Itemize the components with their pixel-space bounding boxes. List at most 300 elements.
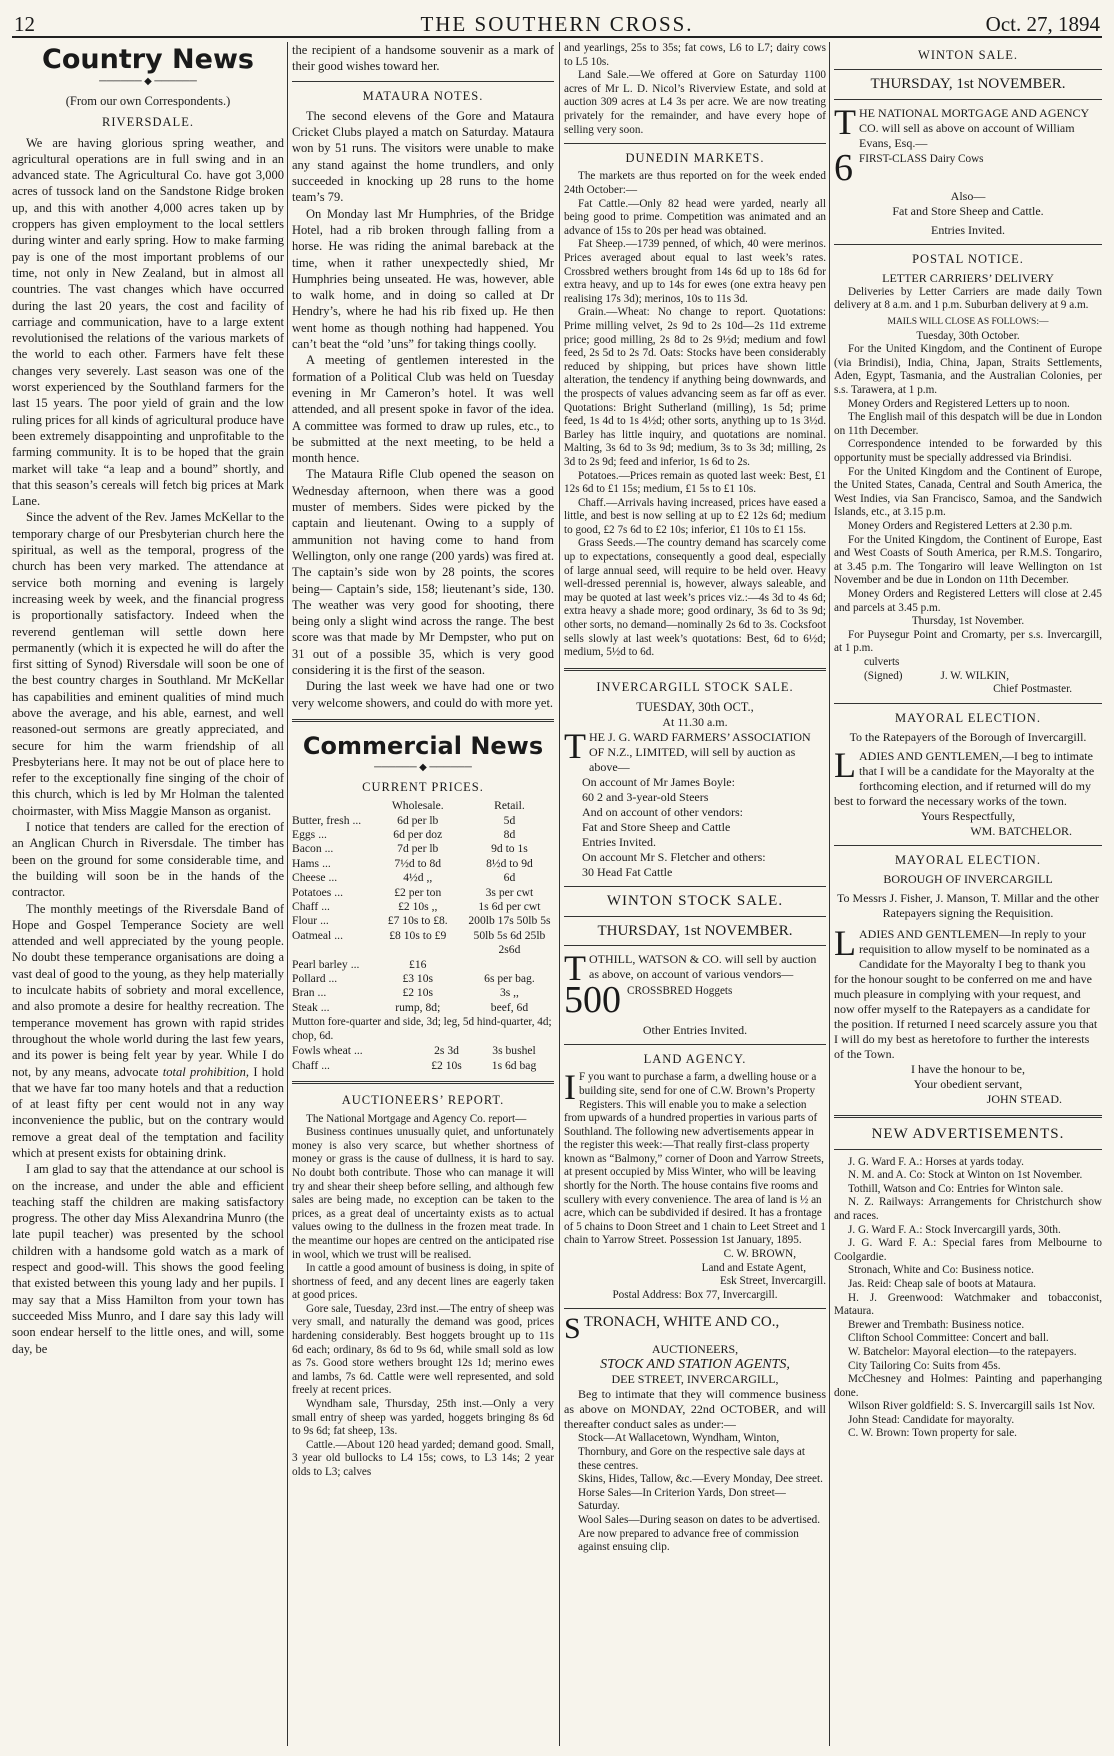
paragraph: The Mataura Rifle Club opened the season on Wednesday afternoon, when there was a good muster of members. Sides were picked by the captain and lieutenant. Owing to a supply of ammunition not having come to hand from Wellington, only one range (200 yards) was fired at. The captain’s side won by 28 points, the scores being— Captain’s side, 158; lieutenant’s side, 130. The weather was very good for shooting, there being only a slight wind across the range. The best score was that made by Mr Dempster, who put on 31 out of a possible 35, which is very good considering it is the first of the season. — [292, 467, 554, 677]
price-row — [292, 986, 554, 1000]
leader-dots: ... — [320, 1000, 330, 1014]
retail-price-text: 6s per bag. — [484, 972, 535, 986]
wholesale-price — [371, 814, 465, 828]
tothill-advert — [564, 948, 826, 1038]
text-run: The monthly meetings of the Riversdale Band of Hope and Gospel Temperance Society are well attended and well appreciated by the young people. No doubt these temperance organisations are doing a vast deal of good to the young, as they help materially to inculcate habits of sobriety and moral excellence, and also promote a desire for healthy recreation. The temperance movement has grown with rapid strides throughout the whole world during the last few years, and its power is being felt year by year. While I do not, by any means, advocate — [12, 901, 284, 1079]
section-rule — [564, 668, 826, 671]
section-rule — [834, 845, 1102, 846]
signature: C. W. BROWN, — [723, 1248, 796, 1261]
retail-price — [465, 828, 554, 842]
paragraph: Chaff.—Arrivals having increased, prices have eased a little, and best is now selling at up to £2 12s 6d; medium to good, £2 7s 6d to £2 10s; inferior, £1 10s to £1 15s. — [564, 496, 826, 536]
land-agency-advert — [564, 1067, 826, 1302]
paragraph: the recipient of a handsome souvenir as a mark of their good wishes toward her. — [292, 43, 554, 74]
price-row — [292, 958, 554, 972]
candidate-name: JOHN STEAD. — [986, 1092, 1062, 1107]
paragraph: Since the advent of the Rev. James McKellar to the temporary charge of our Presbyterian church here the spiritual, as well as the temporal, progress of the church has been very marked. The attendance at service both morning and evening is largely increasing week by week, and the financial progress is proportionally satisfactory. Indeed when the reverend gentleman will settle down here permanently (which it is expected he will do after the first sitting of Synod) Riversdale will soon be one of the best country charges in Southland. Mr McKellar has capabilities and eminent qualities of mind much above the average, and his able, earnest, and well reasoned-out sermons are greatly appreciated, and secure for him the warm friendship of all Presbyterians here. It may not be out of place here to refer to the exceptionally fine singing of the choir of this church, which is led by Mr Holman the talented choirmaster, with Miss Maggie Manson as organist. — [12, 510, 284, 818]
stronach-advert — [564, 1312, 826, 1554]
retail-price-text: 8d — [503, 827, 516, 841]
paragraph: For Puysegur Point and Cromarty, per s.s. Invercargill, at 1 p.m. — [834, 628, 1102, 655]
retail-price — [465, 1001, 554, 1015]
leader-dots: ... — [321, 1058, 330, 1072]
firm-role: AUCTIONEERS, — [651, 1342, 739, 1357]
new-ad-item: John Stead: Candidate for mayoralty. — [848, 1413, 1015, 1426]
price-item — [292, 1044, 419, 1058]
section-rule — [292, 81, 554, 82]
entries-note: Other Entries Invited. — [642, 1023, 748, 1038]
price-item — [292, 828, 371, 842]
retail-price-text: 6d — [503, 871, 516, 885]
wholesale-price-text: 7d per lb — [397, 842, 439, 856]
wholesale-price-text: 6d per doz — [393, 827, 443, 841]
wholesale-price — [371, 1001, 465, 1015]
riversdale-heading: RIVERSDALE. — [102, 115, 194, 130]
signed-label: (Signed) — [864, 669, 903, 682]
sale-time: At 11.30 a.m. — [662, 715, 728, 730]
paragraph: Gore sale, Tuesday, 23rd inst.—The entry of sheep was very small, and naturally the demand was good, prices hardening considerably. Best hoggets brought up to 11s 6d each; ordinary, 8s 6d to 9s 6d, while small sold as low as 7s. Good store wethers brought 12s 1d; merino ewes and lambs, 7s 6d. Cattle were well represented, and sold freely at recent prices. — [292, 1302, 554, 1397]
wholesale-price — [371, 886, 465, 900]
sales-item: Wool Sales—During season on dates to be advertised. Are now prepared to advance free of commission against ensuing clip. — [578, 1513, 821, 1554]
paragraph: For the United Kingdom, and the Continent of Europe (via Brindisi), India, China, Japan, Straits Settlements, Aden, Egypt, Tasmania, and the Australian Colonies, per s.s. Tarawera, at 1 p.m. — [834, 343, 1102, 397]
paragraph: The English mail of this despatch will be due in London on 11th December. — [834, 411, 1102, 437]
drop-cap: L — [834, 923, 856, 964]
firm-agents: STOCK AND STATION AGENTS, — [600, 1357, 790, 1373]
paragraph: A meeting of gentlemen interested in the formation of a Political Club was held on Tuesday evening in Mr Cameron’s hotel. It was well attended, and all present spoke in favor of the idea. A committee was formed to draw up rules, etc., to be submitted at the next meeting, to be held a month hence. — [292, 353, 554, 466]
advert-line: 60 2 and 3-year-old Steers — [582, 790, 709, 805]
wholesale-price-text: 6d per lb — [397, 813, 439, 827]
drop-cap: T — [564, 726, 586, 767]
prices-table — [292, 799, 554, 1015]
retail-price — [465, 857, 554, 871]
retail-price — [465, 871, 554, 885]
price-item — [292, 914, 371, 928]
wholesale-price-text: 4½d ,, — [403, 871, 433, 885]
wholesale-price-text: £2 10s — [402, 986, 434, 1000]
borough-name: BOROUGH OF INVERCARGILL — [883, 872, 1053, 887]
column-header: Retail. — [494, 799, 525, 813]
drop-cap: T — [564, 948, 586, 989]
sale-date: THURSDAY, 1st NOVEMBER. — [597, 922, 793, 939]
paragraph: The National Mortgage and Agency Co. report— — [306, 1112, 527, 1125]
commercial-news-heading: Commercial News — [302, 731, 544, 760]
winton-sale-heading: WINTON SALE. — [918, 48, 1018, 62]
page-number: 12 — [14, 12, 35, 36]
paragraph: Potatoes.—Prices remain as quoted last week: Best, £1 12s 6d to £1 15s; medium, £1 5s to £1 10s. — [564, 469, 826, 496]
retail-price — [465, 929, 554, 958]
retail-price-text: 3s per cwt — [485, 885, 534, 899]
price-row — [292, 842, 554, 856]
section-rule — [564, 916, 826, 917]
retail-price — [465, 814, 554, 828]
paragraph: I am glad to say that the attendance at our school is on the increase, and under the able and efficient teaching staff the children are making satisfactory progress. The other day Miss Alexandrina Munro (the late pupil teacher) was presented by the school children with a handsome gold watch as a mark of respect and good-will. This shows the good feeling that existed between this young lady and her pupils. I may say that a Miss Hamilton from your town has succeeded Miss Munro, and I dare say this lady will soon endear herself to the little ones, and will, some day, be — [12, 1162, 284, 1356]
paragraph — [12, 901, 284, 1162]
leader-dots: ... — [328, 871, 338, 885]
entries-note: Entries Invited. — [931, 222, 1005, 237]
current-prices-heading: CURRENT PRICES. — [362, 779, 484, 794]
retail-price-text: 5d — [503, 813, 516, 827]
stamp-text: culverts — [864, 655, 900, 668]
drop-cap: L — [834, 745, 856, 785]
retail-price — [465, 986, 554, 1000]
price-item — [292, 1059, 419, 1073]
section-rule — [834, 244, 1102, 245]
price-row — [292, 1044, 554, 1058]
lot-description: Fat and Store Sheep and Cattle. — [892, 203, 1044, 218]
paragraph: Grass Seeds.—The country demand has scarcely come up to expectations, consequently a good deal, especially of large annual seed, will require to be held over. Heavy well-dressed perennial is, however, always saleable, and may be quoted at last week’s prices viz.:—4s 3d to 4s 6d; extra heavy a shade more; good ordinary, 3s 6d to 3s 9d; other sorts, no demand—nominally 2s 6d to 3s. Cocksfoot sells slowly at last week’s quotations: Best, 6d to 6½d; medium, 5½d to 6d. — [564, 537, 826, 659]
sales-item: Horse Sales—In Criterion Yards, Don street—Saturday. — [578, 1486, 786, 1513]
retail-price-text: 1s 6d bag — [491, 1058, 537, 1072]
mails-date: Thursday, 1st November. — [911, 615, 1025, 628]
signature-title: Land and Estate Agent, — [701, 1261, 806, 1274]
sales-item: Stock—At Wallacetown, Wyndham, Winton, Thornbury, and Gore on the respective sale days at these centres. — [578, 1432, 805, 1472]
ornament-rule: ────── ◆ ────── — [99, 76, 197, 87]
new-ad-item: W. Batchelor: Mayoral election—to the ratepayers. — [848, 1345, 1077, 1358]
retail-price — [474, 1044, 554, 1058]
new-ad-item: J. G. Ward F. A.: Horses at yards today. — [848, 1155, 1024, 1168]
section-rule — [564, 1308, 826, 1309]
price-row — [292, 886, 554, 900]
retail-price — [474, 1059, 554, 1073]
dunedin-markets-heading: DUNEDIN MARKETS. — [625, 151, 765, 166]
wholesale-price — [371, 842, 465, 856]
advert-body: OTHILL, WATSON & CO. will sell by auction as above, on account of various vendors— — [589, 952, 817, 982]
firm-address: DEE STREET, INVERCARGILL, — [611, 1372, 779, 1387]
retail-price — [465, 972, 554, 986]
postal-notice — [834, 286, 1102, 697]
wholesale-price-text: £2 per ton — [394, 885, 442, 899]
new-ad-item: Clifton School Committee: Concert and ball. — [848, 1332, 1049, 1345]
price-item — [292, 1001, 371, 1015]
retail-price — [465, 886, 554, 900]
prices-table-tail — [292, 1044, 554, 1073]
mayoral-election-heading: MAYORAL ELECTION. — [895, 710, 1041, 725]
column-4 — [834, 42, 1102, 1746]
wholesale-price-text: 7½d to 8d — [394, 856, 442, 870]
section-rule — [834, 69, 1102, 70]
paragraph: Beg to intimate that they will commence business as above on MONDAY, 22nd OCTOBER, and will thereafter conduct sales as under:— — [564, 1387, 826, 1432]
new-ad-item: N. Z. Railways: Arrangements for Christchurch show and races. — [834, 1196, 1102, 1222]
closing: Your obedient servant, — [913, 1077, 1023, 1092]
column-header: Wholesale. — [391, 799, 444, 813]
price-item — [292, 972, 371, 986]
section-rule — [834, 703, 1102, 704]
new-ad-item: N. M. and A. Co: Stock at Winton on 1st November. — [848, 1169, 1083, 1182]
column-3 — [564, 42, 826, 1746]
wholesale-price — [419, 1044, 474, 1058]
advert-body: F you want to purchase a farm, a dwelling house or a building site, send for one of C.W. Brown’s Property Registers. This will enable you to make a selection from upwards of a hundred properties in various parts of Southland. The following new advertisements appear in the register this week:—That really first-class property known as “Balmony,” corner of Doon and Yarrow Streets, at present occupied by Miss Winter, who will be leaving shortly for the North. The house contains five rooms and scullery with every convenience. The area of land is ½ an acre, which can be subdivided if desired. It has a frontage of 5 chains to Doon Street and 1 chain to Leet Street and 1 chain to Yarrow Street. Possession 1st January, 1895. — [564, 1071, 826, 1247]
section-rule — [292, 719, 554, 722]
wholesale-price-text: £8 10s to £9 — [389, 928, 447, 942]
paragraph: and yearlings, 25s to 35s; fat cows, L6 to L7; dairy cows to L5 10s. — [564, 42, 826, 68]
advert-line: Entries Invited. — [582, 835, 656, 850]
paragraph: On Monday last Mr Humphries, of the Bridge Hotel, had a rib broken through falling from a horse. He was riding the animal bareback at the time, when it rather unexpectedly shied, Mr Humphries being unseated. He was, however, able to walk home, and in doing so called at Dr Hendry’s, where he had his rib fixed up. He then went home as though nothing had happened. You can’t beat the “old ’uns” for taking things coolly. — [292, 206, 554, 352]
new-ad-item: Jas. Reid: Cheap sale of boots at Mataura. — [848, 1277, 1036, 1290]
quantity: 500 — [564, 979, 621, 1022]
paragraph: During the last week we have had one or two very welcome showers, and could do with more yet. — [292, 679, 554, 710]
leader-dots: ... — [334, 928, 343, 942]
wholesale-price — [371, 958, 465, 972]
sales-list — [564, 1432, 826, 1554]
paragraph: Fat Sheep.—1739 penned, of which, 40 were merinos. Prices averaged about equal to last week’s rates. Crossbred wethers brought from 14s 6d up to 18s 6d for extra heavy, and up to 14s for ewes (one extra heavy pen realising 17s 3d); merinos, 10s to 11s 3d. — [564, 238, 826, 305]
section-rule — [834, 1115, 1102, 1118]
mutton-prices: Mutton fore-quarter and side, 3d; leg, 5d hind-quarter, 4d; chop, 6d. — [292, 1016, 552, 1042]
ornament-rule: ────── ◆ ────── — [374, 761, 472, 773]
country-news-heading: Country News — [42, 44, 254, 75]
paragraph: Money Orders and Registered Letters up to noon. — [848, 397, 1070, 410]
leader-dots: ... — [320, 914, 329, 928]
mails-date: Tuesday, 30th October. — [916, 329, 1020, 342]
stead-advert — [834, 923, 1102, 1107]
leader-dots: ... — [322, 856, 331, 870]
wholesale-price — [371, 986, 465, 1000]
paragraph: The markets are thus reported on for the week ended 24th October:— — [564, 170, 826, 197]
price-row — [292, 871, 554, 885]
section-rule — [564, 143, 826, 144]
price-item-text: Cheese — [292, 871, 326, 885]
new-advertisements-heading: NEW ADVERTISEMENTS. — [871, 1126, 1065, 1143]
ward-advert — [564, 726, 826, 880]
prices-header-row — [292, 799, 554, 813]
price-item-text: Chaff — [292, 900, 319, 914]
price-row — [292, 1059, 554, 1073]
price-item-text: Fowls wheat — [292, 1044, 351, 1058]
postal-notice-heading: POSTAL NOTICE. — [912, 251, 1024, 266]
new-ad-item: J. G. Ward F. A.: Special fares from Melbourne to Coolgardie. — [834, 1237, 1102, 1263]
paragraph: Grain.—Wheat: No change to report. Quotations: Prime milling velvet, 2s 9d to 2s 10d—2s 11d extreme price; good milling, 2s 8d to 2s 9½d; medium and fowl feed, 2s 5d to 2s 7d. Oats: Stocks have been considerably reduced by shipping, but prices have shown little alteration, the tendency if anything being downwards, and the prospects of values advancing seem as far off as ever. Quotations: Bright Sutherland (milling), 1s 5d; prime feed, 1s 4d to 1s 4½d; other sorts, anything up to 1s 3½d. Barley has little inquiry, and quotations are nominal. Malting, 3s 6d to 3s 9d; medium, 3s to 3s 3d; milling, 2s 3d to 2s 9d; feed and inferior, 1s 6d to 2s. — [564, 306, 826, 468]
new-ad-item: Tothill, Watson and Co: Entries for Winton sale. — [848, 1182, 1064, 1195]
wholesale-price — [419, 1059, 474, 1073]
retail-price-text: 1s 6d per cwt — [478, 900, 541, 914]
advert-body: HE NATIONAL MORTGAGE AND AGENCY CO. will sell as above on account of William Evans, Esq.— — [859, 105, 1089, 150]
price-item-text: Flour — [292, 914, 318, 928]
lot-description: FIRST-CLASS Dairy Cows — [859, 152, 984, 165]
address-line: To the Ratepayers of the Borough of Invercargill. — [849, 730, 1087, 744]
wholesale-price — [371, 857, 465, 871]
wholesale-price — [371, 900, 465, 914]
price-item-text: Butter, fresh — [292, 813, 350, 827]
new-ad-item: Wilson River goldfield: S. S. Invercargill sails 1st Nov. — [848, 1400, 1095, 1413]
price-row — [292, 814, 554, 828]
price-item-text: Potatoes — [292, 885, 332, 899]
new-ad-item: H. J. Greenwood: Watchmaker and tobacconist, Mataura. — [834, 1291, 1102, 1318]
new-ad-item: City Tailoring Co: Suits from 45s. — [848, 1359, 1001, 1372]
retail-price — [465, 842, 554, 856]
mails-heading: MAILS WILL CLOSE AS FOLLOWS:— — [887, 317, 1049, 328]
firm-name: TRONACH, WHITE AND CO., — [583, 1314, 780, 1331]
paragraph: Land Sale.—We offered at Gore on Saturday 1100 acres of Mr L. D. Nicol’s Riverview Estate, and sold at auction 309 acres at L4 3s per acre. We are now treating privately for the remainder, and have every hope of selling very soon. — [564, 69, 826, 136]
mataura-notes-heading: MATAURA NOTES. — [362, 88, 484, 103]
wholesale-price — [371, 828, 465, 842]
column-divider — [287, 42, 288, 1746]
price-item-text: Eggs — [292, 827, 316, 841]
price-item-text: Bran — [292, 986, 315, 1000]
leader-dots: ... — [328, 972, 338, 986]
price-item-text: Pollard — [292, 972, 326, 986]
newspaper-title: THE SOUTHERN CROSS. — [420, 12, 694, 36]
leader-dots: ... — [321, 900, 330, 914]
lot-description: CROSSBRED Hoggets — [627, 985, 733, 998]
column-divider — [829, 42, 830, 1746]
column-1 — [12, 42, 284, 1746]
batchelor-advert — [834, 745, 1102, 839]
advert-line: Fat and Store Sheep and Cattle — [582, 820, 731, 835]
leader-dots: ... — [334, 885, 343, 899]
price-row — [292, 914, 554, 928]
nma-advert — [834, 101, 1102, 238]
text-run: I hold that we have far too many hotels and that a reduction of at least fifty per cent would not in any way inconvenience the public, but on the contrary would remove a great deal of the temptation and facility which at present exists for obtaining drink. — [12, 1064, 284, 1160]
section-rule — [834, 99, 1102, 100]
postmaster-title: Chief Postmaster. — [993, 683, 1072, 696]
advert-body: ADIES AND GENTLEMEN—In reply to your requisition to allow myself to be nominated as a Candidate for the Mayoralty I beg to thank you for the honour sought to be conferred on me and have much pleasure in complying with your request, and now offer myself to the Ratepayers as a candidate for the position. If returned I need scarcely assure you that I will do my best as heretofore to further the interests of the Town. — [834, 927, 1098, 1062]
also-note: Also— — [950, 188, 986, 203]
masthead — [12, 10, 1102, 38]
drop-cap: S — [564, 1312, 581, 1346]
prices-rows — [292, 1044, 554, 1073]
wholesale-price — [371, 871, 465, 885]
wholesale-price-text: £3 10s — [402, 972, 434, 986]
paragraph: We are having glorious spring weather, and agricultural operations are in full swing and in an advanced state. The Agricultural Co. have got 3,000 acres of tussock land on the Sandstone Ridge broken up, and this with another 4,000 acres taken up by croppers has given employment to the local settlers during winter and early spring. How to make farming pay is one of the most important problems of our time, not only in New Zealand, but in almost all countries. The vast changes which have occurred during the last 20 years, the cost and facility of carriage and communication, have to a large extent revolutionised the relations of the various markets of the world to each other. Farmers have felt these changes very severely. Last season was one of the worst experienced by the Southland farmers for the last 15 years. The poor yield of grain and the low ruling prices for all kinds of agricultural produce have been extremely disappointing and unprofitable to the farming community. It is to be hoped that the grain market will take “a leap and a bound” shortly, and that this season’s cereals will fetch big prices at Mark Lane. — [12, 135, 284, 509]
new-ad-item: McChesney and Holmes: Painting and paperhanging done. — [834, 1373, 1102, 1399]
retail-price-text: beef, 6d — [490, 1000, 529, 1014]
paragraph: Cattle.—About 120 head yarded; demand good. Small, 3 year old bullocks to L4 15s; cows, to L3 14s; 2 year olds to L3; calves — [292, 1438, 554, 1478]
price-item-text: Pearl barley — [292, 957, 348, 971]
price-row — [292, 1001, 554, 1015]
price-item-text: Hams — [292, 856, 320, 870]
advert-line: On account of Mr James Boyle: — [582, 775, 735, 790]
advert-line: And on account of other vendors: — [582, 805, 743, 820]
wholesale-price — [371, 929, 465, 958]
price-item-text: Bacon — [292, 842, 322, 856]
land-agency-heading: LAND AGENCY. — [643, 1052, 747, 1067]
new-ad-item: Stronach, White and Co: Business notice. — [848, 1264, 1034, 1277]
retail-price — [465, 914, 554, 928]
price-item-text: Steak — [292, 1000, 318, 1014]
price-row — [292, 972, 554, 986]
section-rule — [564, 886, 826, 887]
sale-date: TUESDAY, 30th OCT., — [636, 700, 754, 715]
price-item — [292, 929, 371, 958]
leader-dots: ... — [353, 1044, 363, 1058]
dunedin-markets — [564, 170, 826, 659]
paragraph: For the United Kingdom, the Continent of Europe, East and West Coasts of South America, per R.M.S. Tongariro, at 3.45 p.m. The Tongariro will leave Wellington on 1st November and be due in London on 11th December. — [834, 533, 1102, 587]
postmaster-name: J. W. WILKIN, — [940, 669, 1009, 682]
italic-phrase: total prohibition, — [162, 1064, 249, 1079]
section-rule — [292, 1081, 554, 1084]
price-row — [292, 929, 554, 958]
retail-price — [465, 958, 554, 972]
paragraph: In cattle a good amount of business is doing, in spite of shortness of feed, and any decent lines are eagerly taken at good prices. — [292, 1262, 554, 1302]
new-ad-item: J. G. Ward F. A.: Stock Invercargill yards, 30th. — [848, 1223, 1061, 1236]
paragraph: The second elevens of the Gore and Mataura Cricket Clubs played a match on Saturday. Mataura won by 51 runs. The visitors were unable to make any stand against the home trundlers, and only succeeded in knocking up 28 runs to the home team’s 79. — [292, 108, 554, 205]
wholesale-price — [371, 972, 465, 986]
advert-lines — [564, 775, 826, 880]
leader-dots: ... — [352, 813, 362, 827]
price-item — [292, 871, 371, 885]
wholesale-price — [371, 914, 465, 928]
leader-dots: ... — [350, 957, 360, 971]
paragraph: Correspondence intended to be forwarded by this opportunity must be specially addressed via Brindisi. — [834, 438, 1102, 465]
price-item — [292, 986, 371, 1000]
column-2 — [292, 42, 554, 1746]
section-rule — [564, 945, 826, 946]
new-ad-item: C. W. Brown: Town property for sale. — [848, 1427, 1017, 1440]
new-advertisements-list — [834, 1156, 1102, 1441]
quantity: 6 — [834, 146, 853, 189]
price-row — [292, 828, 554, 842]
price-item — [292, 886, 371, 900]
retail-price-text: 9d to 1s — [491, 842, 528, 856]
retail-price-text: 8½d to 9d — [486, 856, 533, 870]
price-item — [292, 958, 371, 972]
wholesale-price-text: rump, 8d; — [395, 1000, 441, 1014]
wholesale-price-text: £2 10s — [431, 1058, 462, 1072]
paragraph: For the United Kingdom and the Continent of Europe, the United States, Canada, Central and South America, the West Indies, via San Francisco, Samoa, and the Sandwich Islands, etc., at 3.15 p.m. — [834, 465, 1102, 519]
mayoral-election-heading: MAYORAL ELECTION. — [895, 853, 1041, 867]
leader-dots: ... — [317, 986, 327, 1000]
section-rule — [834, 1149, 1102, 1150]
auctioneers-report-heading: AUCTIONEERS’ REPORT. — [341, 1093, 505, 1108]
price-row — [292, 857, 554, 871]
correspondents-note: (From our own Correspondents.) — [65, 94, 231, 108]
issue-date: Oct. 27, 1894 — [985, 12, 1100, 36]
retail-price-text: 50lb 5s 6d 25lb 2s6d — [473, 928, 546, 957]
advert-body: HE J. G. WARD FARMERS’ ASSOCIATION OF N.Z., LIMITED, will sell by auction as above— — [589, 730, 811, 775]
retail-price-text: 3s ,, — [499, 986, 519, 1000]
closing: I have the honour to be, — [911, 1062, 1025, 1077]
postal-subheading: LETTER CARRIERS’ DELIVERY — [882, 270, 1054, 285]
candidate-name: WM. BATCHELOR. — [970, 824, 1072, 838]
price-item-text: Chaff — [292, 1058, 319, 1072]
signature-address: Esk Street, Invercargill. — [719, 1275, 826, 1288]
drop-cap: T — [834, 101, 856, 142]
wholesale-price-text: £16 — [409, 957, 427, 971]
paragraph: Business continues unusually quiet, and unfortunately money is also very scarce, but whether shortness of money or grass is the cause of dullness, it is hard to say. No doubt both contribute. Those who can manage it will try and shear their sheep before selling, and although few sales are being made, no exception can be taken to the prices, as a great deal of uncertainty exists as to actual values owing to the dullness in the frozen meat trade. In the meantime our hopes are centred on the anticipated rise in wool, which we trust will be realised. — [292, 1126, 554, 1261]
leader-dots: ... — [324, 842, 334, 856]
advert-body: ADIES AND GENTLEMEN,—I beg to intimate that I will be a candidate for the Mayoralty at the forthcoming election, and if returned will do my best to forward the necessary works of the town. — [834, 749, 1095, 808]
retail-price-text: 3s bushel — [492, 1044, 536, 1058]
drop-cap: I — [564, 1067, 576, 1108]
price-item — [292, 900, 371, 914]
paragraph: Money Orders and Registered Letters will close at 2.45 and parcels at 3.45 p.m. — [834, 587, 1102, 614]
sales-item: Skins, Hides, Tallow, &c.—Every Monday, Dee street. — [578, 1473, 823, 1486]
auction-report — [292, 1113, 554, 1480]
wholesale-price-text: 2s 3d — [434, 1044, 459, 1058]
paragraph: Money Orders and Registered Letters at 2.30 p.m. — [848, 519, 1073, 532]
leader-dots: ... — [318, 827, 327, 841]
paragraph: Fat Cattle.—Only 82 head were yarded, nearly all being good to prime. Competition was animated and an advance of 15s to 20s per head was obtained. — [564, 197, 826, 237]
wholesale-price-text: £7 10s to £8. — [387, 914, 448, 928]
sale-date: THURSDAY, 1st NOVEMBER. — [870, 76, 1066, 93]
new-ad-item: Brewer and Trembath: Business notice. — [848, 1318, 1025, 1331]
paragraph: Wyndham sale, Thursday, 25th inst.—Only a very small entry of sheep was yarded, hoggets bringing 8s 6d to 9s 6d; fat sheep, 13s. — [292, 1398, 554, 1438]
winton-stock-sale-heading: WINTON STOCK SALE. — [606, 893, 784, 910]
auction-report-continued — [564, 42, 826, 137]
paragraph: Deliveries by Letter Carriers are made daily Town delivery at 8 a.m. and 1 p.m. Suburban delivery at 9 a.m. — [834, 285, 1102, 312]
paragraph: I notice that tenders are called for the erection of an Anglican Church in Riversdale. The timber has been on the ground for some considerable time, and the building will soon be in the hands of the contractor. — [12, 820, 284, 900]
retail-price-text: 200lb 17s 50lb 5s — [468, 914, 551, 928]
price-item — [292, 842, 371, 856]
postal-address: Postal Address: Box 77, Invercargill. — [612, 1288, 778, 1301]
price-item — [292, 814, 371, 828]
column-divider — [559, 42, 560, 1746]
closing: Yours Respectfully, — [920, 809, 1015, 823]
prices-rows — [292, 814, 554, 1016]
address-line: To Messrs J. Fisher, J. Manson, T. Millar and the other Ratepayers signing the Requisition. — [837, 891, 1099, 921]
invercargill-stock-sale-heading: INVERCARGILL STOCK SALE. — [596, 679, 794, 694]
advert-line: On account Mr S. Fletcher and others: — [582, 850, 766, 865]
retail-price — [465, 900, 554, 914]
price-row — [292, 900, 554, 914]
price-item — [292, 857, 371, 871]
